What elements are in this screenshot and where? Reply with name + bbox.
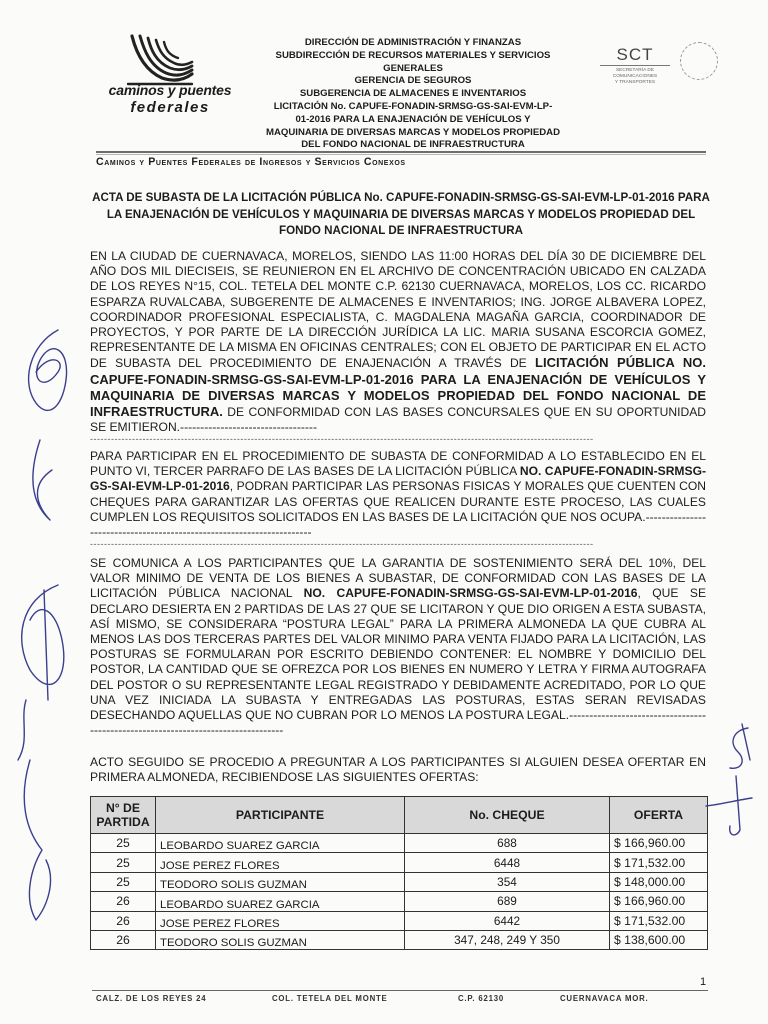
sct-sub-line: COMUNICACIONES [612,74,658,79]
sct-sub-line: SECRETARÍA DE [615,68,655,73]
table-row [91,930,708,949]
national-seal-icon [680,42,718,80]
table-header-row [91,797,708,834]
cell-oferta: $ 171,532.00 [610,911,708,930]
document-title: ACTA DE SUBASTA DE LA LICITACIÓN PÚBLICA No. CAPUFE-FONADIN-SRMSG-GS-SAI-EVM-LP-01-2016 PARA LA ENAJENACIÓN DE VEHÍCULOS Y MAQUINARIA DE DIVERSAS MARCAS Y MODELOS PROPIEDAD DEL FONDO NACIONAL DE INFRAESTRUCTURA [92,191,710,237]
signature-right-2-icon [706,776,752,835]
cell-participante: TEODORO SOLIS GUZMAN [156,872,405,891]
cell-cheque: 688 [405,834,610,853]
footer-colonia: COL. TETELA DEL MONTE [272,994,388,1003]
sct-logo [600,45,670,86]
capufe-logo-icon [118,30,198,90]
header-partida: N° DE PARTIDA [91,797,156,834]
header-line: 01-2016 PARA LA ENAJENACIÓN DE VEHÍCULOS Y [295,113,531,125]
header-line: SUBDIRECCIÓN DE RECURSOS MATERIALES Y SERVICIOS [275,49,551,61]
paragraph-2-end: , PODRAN PARTICIPAR LAS PERSONAS FISICAS Y MORALES QUE CUENTEN CON CHEQUES PARA GARANTIZAR LAS OFERTAS QUE REALICEN DURANTE ESTE PROCESO, LAS CUALES CUMPLEN LOS REQUISITOS SOLICITADOS EN LAS BASES DE LA LICITACIÓN QUE NOS OCUPA.---------------------------------------------------------------------- [90,479,706,540]
cell-participante: TEODORO SOLIS GUZMAN [156,930,405,949]
footer-address: CALZ. DE LOS REYES 24 [96,994,207,1003]
cell-partida: 26 [91,892,156,911]
header-line: SUBGERENCIA DE ALMACENES E INVENTARIOS [299,88,527,100]
paragraph-3 [90,556,706,738]
paragraph-1 [90,249,706,443]
cell-partida: 26 [91,911,156,930]
logo-text-federales: federales [130,99,210,116]
paragraph-3-end: , QUE SE DECLARO DESIERTA EN 2 PARTIDAS DE LAS 27 QUE SE LICITARON Y QUE DIO ORIGEN A ESTA SUBASTA, ASÍ MISMO, SE CONSIDERARA “POSTURA LEGAL” PARA LA PRIMERA ALMONEDA LA QUE CUBRA AL MENOS LAS DOS TERCERAS PARTES DEL VALOR MINIMO PARA VENTA FIJADO PARA LA LICITACIÓN, LAS POSTURAS SE FORMULARAN POR ESCRITO DEBIENDO CONTENER: EL NOMBRE Y DOMICILIO DEL POSTOR, LA CANTIDAD QUE SE OFREZCA POR LOS BIENES EN NUMERO Y LETRA Y FIRMA AUTOGRAFA DEL POSTOR O SU REPRESENTANTE LEGAL REGISTRADO Y DEBIDAMENTE ACREDITADO, POR LO QUE UNA VEZ INICIADA LA SUBASTA Y ENTREGADAS LAS POSTURAS, ESTAS SERAN REVISADAS DESECHANDO AQUELLAS QUE NO CUBRAN POR LO MENOS LA POSTURA LEGAL.---------------------------------------------------------------------------------- [90,586,707,738]
cell-oferta: $ 148,000.00 [610,872,708,891]
cell-cheque: 6442 [405,911,610,930]
cell-cheque: 689 [405,892,610,911]
header-participante: PARTICIPANTE [156,797,405,834]
cell-partida: 26 [91,930,156,949]
table-row [91,911,708,930]
cell-partida: 25 [91,853,156,872]
header-oferta: OFERTA [610,797,708,834]
signature-left-4-icon [18,700,51,920]
signature-right-1-icon [730,724,750,768]
table-row [91,853,708,872]
header-line: DIRECCIÓN DE ADMINISTRACIÓN Y FINANZAS [304,37,522,48]
paragraph-1-bold: LICITACIÓN PÚBLICA NO. CAPUFE-FONADIN-SRMSG-GS-SAI-EVM-LP-01-2016 PARA LA ENAJENACIÓN DE VEHÍCULOS Y MAQUINARIA DE DIVERSAS MARCAS Y MODELOS PROPIEDAD DEL FONDO NACIONAL DE INFRAESTRUCTURA. [90,355,706,420]
separator: ------------------------------------------------------------------------------------------------------------------------------------------------ [90,435,594,444]
cell-participante: JOSE PEREZ FLORES [156,853,405,872]
cell-oferta: $ 166,960.00 [610,892,708,911]
cell-oferta: $ 171,532.00 [610,853,708,872]
paragraph-3-bold: NO. CAPUFE-FONADIN-SRMSG-GS-SAI-EVM-LP-01-2016 [303,586,638,601]
footer-cp: C.P. 62130 [458,994,505,1003]
cell-partida: 25 [91,872,156,891]
logo-text-caminos: caminos y puentes [108,82,232,98]
header-line: LICITACIÓN No. CAPUFE-FONADIN-SRMSG-GS-SAI-EVM-LP- [273,100,553,112]
cell-participante: JOSE PEREZ FLORES [156,911,405,930]
signature-left-2-icon [33,440,52,520]
paragraph-1-end: DE CONFORMIDAD CON LAS BASES CONCURSALES QUE EN SU OPORTUNIDAD SE EMITIERON.---------------------------------- [90,405,706,435]
sct-subtitle [600,68,670,86]
header-cheque: No. CHEQUE [405,797,610,834]
footer-city: CUERNAVACA MOR. [560,994,649,1003]
paragraph-3-text: SE COMUNICA A LOS PARTICIPANTES QUE LA GARANTIA DE SOSTENIMIENTO SERÁ DEL 10%, DEL VALOR MINIMO DE VENTA DE LOS BIENES A SUBASTAR, DE CONFORMIDAD CON LAS BASES DE LA LICITACIÓN PÚBLICA NACIONAL [90,556,706,601]
header-rule-thin [96,154,706,155]
sct-sub-line: Y TRANSPORTES [614,80,656,85]
table-row [91,892,708,911]
cell-oferta: $ 138,600.00 [610,930,708,949]
agency-name: Caminos y Puentes Federales de Ingresos y Servicios Conexos [96,156,406,168]
paragraph-2-text: PARA PARTICIPAR EN EL PROCEDIMIENTO DE SUBASTA DE CONFORMIDAD A LO ESTABLECIDO EN EL PUNTO VI, TERCER PARRAFO DE LAS BASES DE LA LICITACIÓN PÚBLICA [90,449,706,479]
paragraph-4: ACTO SEGUIDO SE PROCEDIO A PREGUNTAR A LOS PARTICIPANTES SI ALGUIEN DESEA OFERTAR EN PRIMERA ALMONEDA, RECIBIENDOSE LAS SIGUIENTES OFERTAS: [90,755,706,785]
offers-table [90,796,708,950]
signature-left-3-icon [22,585,64,700]
separator: ------------------------------------------------------------------------------------------------------------------------------------------------ [90,540,594,549]
table-row [91,834,708,853]
cell-cheque: 354 [405,872,610,891]
table-row [91,872,708,891]
signature-left-1-icon [29,330,67,410]
cell-participante: LEOBARDO SUAREZ GARCIA [156,892,405,911]
cell-oferta: $ 166,960.00 [610,834,708,853]
paragraph-1-text: EN LA CIUDAD DE CUERNAVACA, MORELOS, SIENDO LAS 11:00 HORAS DEL DÍA 30 DE DICIEMBRE DEL AÑO DOS MIL DIECISEIS, SE REUNIERON EN EL ARCHIVO DE CONCENTRACIÓN UBICADO EN CALZADA DE LOS REYES N°15, COL. TETELA DEL MONTE C.P. 62130 CUERNAVACA, MORELOS, LOS CC. RICARDO ESPARZA RUVALCABA, SUBGERENTE DE ALMACENES E INVENTARIOS; ING. JORGE ALBAVERA LOPEZ, COORDINADOR PROFESIONAL ESPECIALISTA, C. MAGDALENA MAGAÑA GARCIA, COORDINADOR DE PROYECTOS, Y POR PARTE DE LA DIRECCIÓN JURÍDICA LA LIC. MARIA SUSANA ESCORCIA GOMEZ, REPRESENTANTE DE LA MISMA EN OFICINAS CENTRALES; CON EL OBJETO DE PARTICIPAR EN EL ACTO DE SUBASTA DEL PROCEDIMIENTO DE ENAJENACIÓN A TRAVÉS DE [90,249,706,371]
header-block [248,37,578,152]
header-line: DEL FONDO NACIONAL DE INFRAESTRUCTURA [301,139,525,151]
cell-cheque: 6448 [405,853,610,872]
page-number: 1 [700,976,707,988]
header-line: MAQUINARIA DE DIVERSAS MARCAS Y MODELOS PROPIEDAD [265,126,561,138]
header-rule [96,151,706,153]
paragraph-2-bold: NO. CAPUFE-FONADIN-SRMSG-GS-SAI-EVM-LP-01-2016 [90,464,707,494]
paragraph-2 [90,449,706,548]
cell-cheque: 347, 248, 249 Y 350 [405,930,610,949]
cell-participante: LEOBARDO SUAREZ GARCIA [156,834,405,853]
header-line: GERENCIA DE SEGUROS [354,75,472,87]
sct-title: SCT [600,45,670,66]
footer-rule [92,990,708,991]
cell-partida: 25 [91,834,156,853]
header-line: GENERALES [383,62,443,74]
